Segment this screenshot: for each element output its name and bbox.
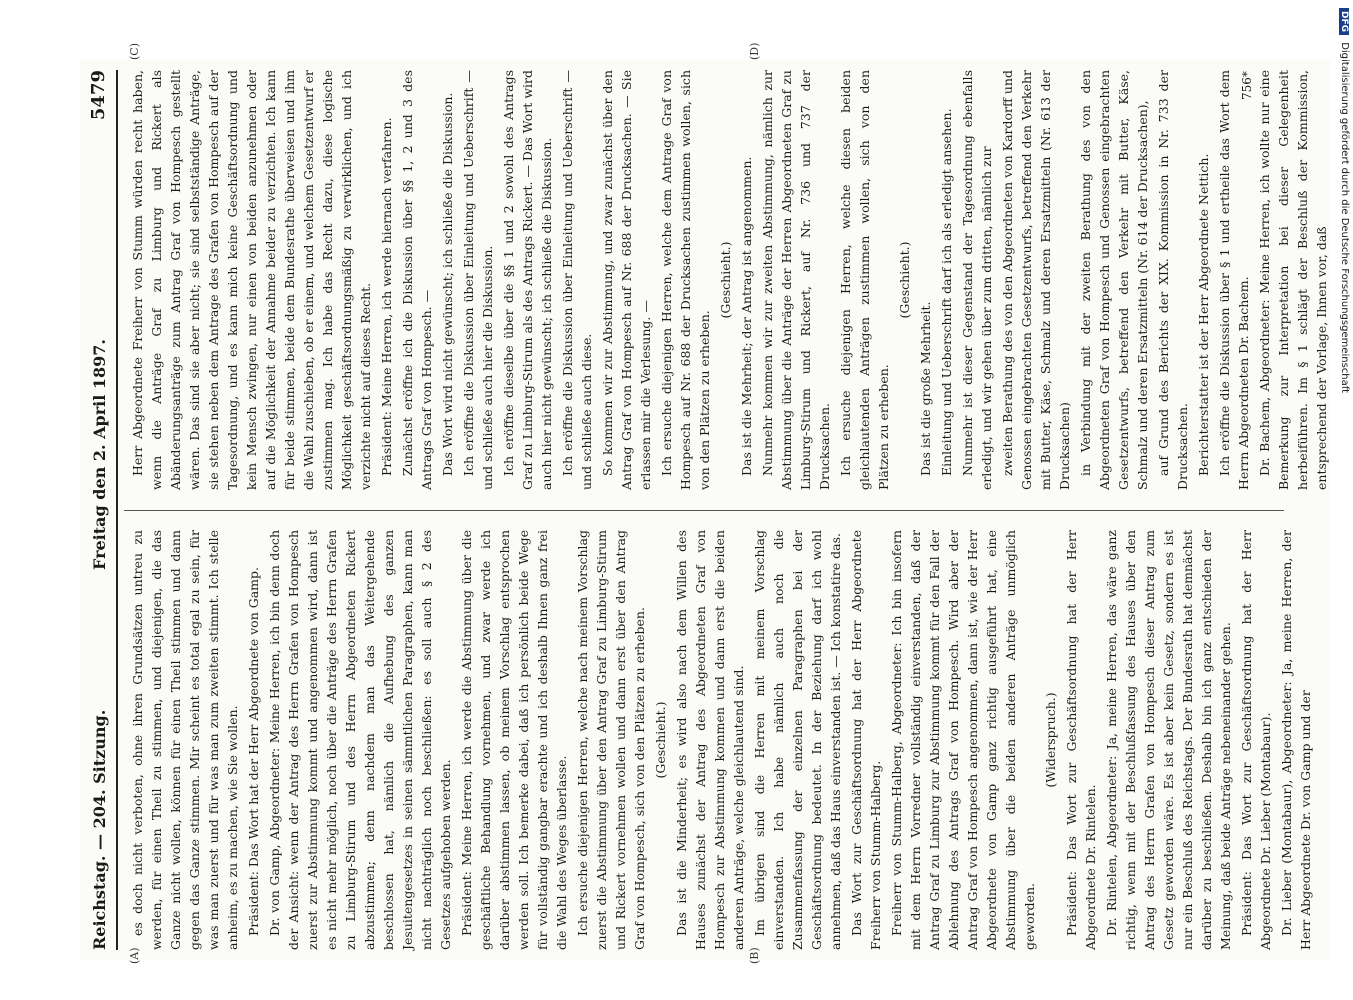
digitization-text: Digitalisierung gefördert durch die Deutsche Forschungsgemeinschaft [1339,42,1350,394]
digitization-note [1334,8,1352,768]
margin-marker-d: (D) [748,42,761,60]
column-divider [124,510,1284,511]
paragraph: Im übrigen sind die Herren mit meinem Vorschlag einverstanden. Ich habe nämlich auch noch die Zusammenfassung der einzelnen Paragraphen bei der Geschäftsordnung bedeutet. In der Beziehung darf ich wohl annehmen, daß das Haus einverstanden ist. — Ich konstatire das. [752,530,843,950]
paragraph: Das Wort zur Geschäftsordnung hat der Herr Abgeordnete Freiherr von Stumm-Halberg. [849,530,883,950]
paragraph: Freiherr von Stumm-Halberg, Abgeordneter: Ich bin insofern mit dem Herrn Vorredner vollständig einverstanden, daß der Antrag Graf zu Limburg zur Abstimmung kommt für den Fall der Ablehnung des Antrags Graf von Hompesch. Wird aber der Antrag Graf von Hompesch angenommen, dann ist, wie der Herr Abgeordnete von Gamp ganz richtig ausgeführt hat, eine Abstimmung über die beiden anderen Anträge unmöglich geworden. [889,530,1037,950]
paragraph: Ich eröffne die Diskussion über § 1 und ertheile das Wort dem Herrn Abgeordneten Dr. Bachem. [1217,70,1251,490]
paragraph: Einleitung und Ueberschrift darf ich als erledigt ansehen. [939,108,954,476]
paragraph: Berichterstatter ist der Herr Abgeordnete Nettich. [1196,153,1211,476]
rotated-document-page [80,42,1330,964]
margin-marker-a: (A) [128,947,141,964]
paragraph: Das ist die große Mehrheit. [918,301,933,476]
paragraph: Das ist die Minderheit; es wird also nach dem Willen des Hauses zunächst der Antrag des Abgeordneten Graf von Hompesch zur Abstimmung kommen und dann erst die beiden anderen Anträge, welche gleichlautend sind. [674,530,746,950]
paragraph: Nunmehr kommen wir zur zweiten Abstimmung, nämlich zur Abstimmung über die Anträge der Herren Abgeordneten Graf zu Limburg-Stirum und Rickert, auf Nr. 736 und 737 der Drucksachen. [760,70,832,490]
paragraph: (Geschieht.) [653,701,668,779]
paragraph: (Geschieht.) [718,241,733,319]
paragraph: Präsident: Das Wort zur Geschäftsordnung hat der Herr Abgeordnete Dr. Rintelen. [1064,530,1098,950]
paragraph: Ich ersuche diejenigen Herren, welche nach meinem Vorschlag zuerst die Abstimmung über den Antrag Graf zu Limburg-Stirum und Rickert vornehmen wollen und dann erst über den Antrag Graf von Hompesch, sich von den Plätzen zu erheben. [575,530,647,950]
header-rule [116,70,118,950]
right-text-column [128,70,1329,490]
page-header [80,70,116,950]
paragraph: Präsident: Das Wort hat der Herr Abgeordnete von Gamp. [246,567,261,936]
paragraph: (Geschieht.) [897,241,912,319]
paragraph: Ich eröffne die Diskussion über Einleitung und Ueberschrift — und schließe auch diese. [560,70,594,490]
paragraph: Präsident: Meine Herren, ich werde die Abstimmung über die geschäftliche Behandlung vornehmen, und zwar werde ich darüber abstimmen lassen, ob meinem Vorschlag entsprochen werden soll. Ich bemerke dabei, daß ich persönlich beide Wege für vollständig gangbar erachte und ich deshalb Ihnen ganz frei die Wahl des Weges überlasse. [459,530,569,950]
paragraph: auf Grund des Berichts der XIX. Kommission in Nr. 733 der Drucksachen. [1156,70,1190,490]
paragraph: Ich eröffne dieselbe über die §§ 1 und 2 sowohl des Antrags Graf zu Limburg-Stirum als des Antrags Rickert. — Das Wort wird auch hier nicht gewünscht; ich schließe die Diskussion. [501,70,554,490]
paragraph: Ich eröffne die Diskussion über Einleitung und Ueberschrift — und schließe auch hier die Diskussion. [461,70,495,490]
header-session: Reichstag. — 204. Sitzung. [90,709,109,950]
paragraph: So kommen wir zur Abstimmung, und zwar zunächst über den Antrag Graf von Hompesch auf Nr. 688 der Drucksachen. — Sie erlassen mir die Verlesung. — [600,70,653,490]
header-date: Freitag den 2. April 1897. [90,339,109,570]
paragraph: Ich ersuche diejenigen Herren, welche diesen beiden gleichlautenden Anträgen zustimmen wollen, sich von den Plätzen zu erheben. [838,70,891,490]
paragraph: Das ist die Mehrheit; der Antrag ist angenommen. [739,156,754,476]
paragraph: Das Wort wird nicht gewünscht; ich schließe die Diskussion. [440,92,455,476]
margin-marker-c: (C) [128,43,141,60]
header-page-number: 5479 [88,70,109,121]
paragraph: Dr. Bachem, Abgeordneter: Meine Herren, ich wollte nur eine Bemerkung zur Interpretation bei dieser Gelegenheit herbeiführen. Im § 1 schlägt der Beschluß der Kommission, entsprechend der Vorlage, Ihnen vor, daß [1257,70,1329,490]
paragraph: Nunmehr ist dieser Gegenstand der Tagesordnung ebenfalls erledigt, und wir gehen über zum dritten, nämlich zur [960,70,994,490]
left-text-column [128,530,1313,950]
paragraph: (Widerspruch.) [1043,692,1058,788]
paragraph: Dr. Lieber (Montabaur), Abgeordneter: Ja, meine Herren, der Herr Abgeordnete Dr. von Gamp und der [1279,530,1313,950]
paragraph: Präsident: Meine Herren, ich werde hiernach verfahren. [379,117,394,476]
paragraph: Dr. Rintelen, Abgeordneter: Ja, meine Herren, das wäre ganz richtig, wenn mit der Beschlußfassung des Hauses über den Antrag des Herrn Grafen von Hompesch dieser Antrag zum Gesetz geworden wäre. Es ist aber kein Gesetz, sondern es ist nur ein Beschluß des Reichstags. Der Bundesrath hat demnächst darüber zu beschließen. Deshalb bin ich ganz entschieden der Meinung, daß beide Anträge nebeneinander gehen. [1104,530,1233,950]
margin-marker-b: (B) [748,947,761,964]
paragraph: Präsident: Das Wort zur Geschäftsordnung hat der Herr Abgeordnete Dr. Lieber (Montabaur). [1239,530,1273,950]
paragraph: Zunächst eröffne ich die Diskussion über §§ 1, 2 und 3 des Antrags Graf von Hompesch. — [400,70,434,490]
paragraph: Dr. von Gamp, Abgeordneter: Meine Herren, ich bin denn doch der Ansicht: wenn der Antrag des Herrn Grafen von Hompesch zuerst zur Abstimmung kommt und angenommen wird, dann ist es nicht mehr möglich, noch über die Anträge des Herrn Grafen zu Limburg-Stirum und des Herrn Abgeordneten Rickert abzustimmen; denn nachdem man das Weitergehende beschlossen hat, nämlich die Aufhebung des ganzen Jesuitengesetzes in seinen sämmtlichen Paragraphen, kann man nicht nachträglich noch beschließen: es soll auch § 2 des Gesetzes aufgehoben werden. [267,530,453,950]
paragraph: Ich ersuche diejenigen Herren, welche dem Antrage Graf von Hompesch auf Nr. 688 der Drucksachen zustimmen wollen, sich von den Plätzen zu erheben. [659,70,712,490]
sheet-number: 756* [1240,71,1254,100]
paragraph: zweiten Berathung des von den Abgeordneten von Kardorff und Genossen eingebrachten Gesetzentwurfs, betreffend den Verkehr mit Butter, Käse, Schmalz und deren Ersatzmitteln (Nr. 613 der Drucksachen) [1000,70,1072,490]
paragraph: in Verbindung mit der zweiten Berathung des von den Abgeordneten Graf von Hompesch und Genossen eingebrachten Gesetzentwurfs, betreffend den Verkehr mit Butter, Käse, Schmalz und deren Ersatzmitteln (Nr. 614 der Drucksachen), [1078,70,1150,490]
paragraph: es doch nicht verboten, ohne ihren Grundsätzen untreu zu werden, für einen Theil zu stimmen, und diejenigen, die das Ganze nicht wollen, können für einen Theil stimmen und dann gegen das Ganze stimmen. Mir scheint es total egal zu sein, für was man zuerst und für was man zum zweiten stimmt. Ich stelle anheim, es zu machen, wie Sie wollen. [130,530,240,950]
paragraph: Herr Abgeordnete Freiherr von Stumm würden recht haben, wenn die Anträge Graf zu Limburg und Rickert als Abänderungsanträge zum Antrag Graf von Hompesch gestellt wären. Das sind sie aber nicht; sie sind selbstständige Anträge, sie stehen neben dem Antrage des Grafen von Hompesch auf der Tagesordnung, und es kann mich keine Geschäftsordnung und kein Mensch zwingen, nur einen von beiden anzunehmen oder auf die Möglichkeit der Annahme beider zu verzichten. Ich kann für beide stimmen, beide dem Bundesrathe überweisen und ihm die Wahl zuschieben, ob er einem, und welchem Gesetzentwurf er zustimmen mag. Ich habe das Recht dazu, diese logische Möglichkeit geschäftsordnungsmäßig zu verwirklichen, und ich verzichte nicht auf dieses Recht. [130,70,373,490]
dfg-badge: DFG [1339,8,1349,35]
